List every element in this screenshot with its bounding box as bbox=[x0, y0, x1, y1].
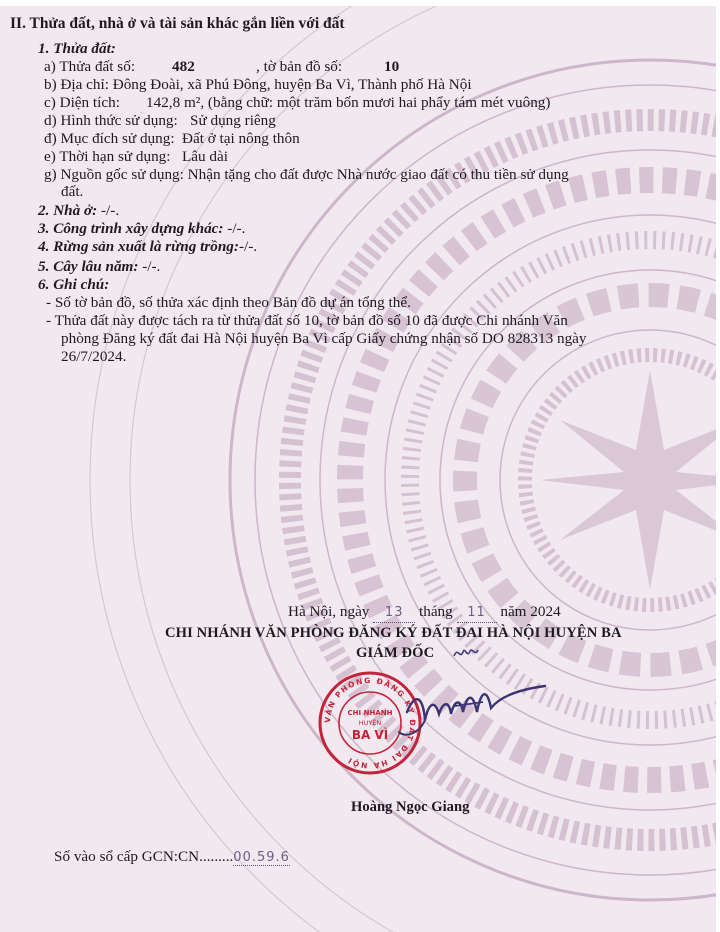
note-2-line-2: phòng Đăng ký đất đai Hà Nội huyện Ba Vì cấp Giấy chứng nhận số DO 828313 ngày bbox=[61, 330, 587, 347]
seal-line-1: CHI NHÁNH bbox=[347, 709, 393, 717]
land-heading: 1. Thửa đất: bbox=[38, 40, 116, 57]
trees-heading: 5. Cây lâu năm: bbox=[38, 258, 139, 275]
note-1: - Số tờ bản đồ, số thửa xác định theo Bản đồ dự án tổng thể. bbox=[46, 294, 411, 311]
initials-mark bbox=[452, 644, 480, 662]
construction-heading: 3. Công trình xây dựng khác: bbox=[38, 220, 224, 237]
construction-value: -/-. bbox=[227, 220, 246, 237]
director-signature bbox=[395, 672, 570, 742]
address: b) Địa chỉ: Đông Đoài, xã Phú Đông, huyện Ba Vì, Thành phố Hà Nội bbox=[44, 76, 472, 93]
origin-line-2: đất. bbox=[61, 183, 84, 200]
house-heading: 2. Nhà ở: bbox=[38, 202, 98, 219]
seal-line-2: HUYỆN bbox=[358, 719, 382, 727]
seal-ring-text: VĂN PHÒNG ĐĂNG KÝ ĐẤT ĐAI HÀ NỘI bbox=[322, 675, 418, 771]
use-form-label: d) Hình thức sử dụng: bbox=[44, 112, 178, 129]
issuing-agency: CHI NHÁNH VĂN PHÒNG ĐĂNG KÝ ĐẤT ĐAI HÀ NỘI HUYỆN BA bbox=[165, 625, 622, 641]
signer-name: Hoàng Ngọc Giang bbox=[351, 799, 470, 815]
date-day: 13 bbox=[373, 604, 415, 623]
use-form-value: Sử dụng riêng bbox=[190, 112, 276, 129]
forest-row bbox=[38, 238, 257, 256]
area-label: c) Diện tích: bbox=[44, 94, 120, 111]
notes-heading: 6. Ghi chú: bbox=[38, 276, 110, 293]
date-month: 11 bbox=[457, 604, 497, 623]
area-value: 142,8 m², (bằng chữ: một trăm bốn mươi hai phẩy tám mét vuông) bbox=[146, 94, 551, 111]
parcel-label: a) Thửa đất số: bbox=[44, 58, 136, 75]
registration-number bbox=[54, 848, 290, 867]
forest-heading: 4. Rừng sản xuất là rừng trồng: bbox=[38, 238, 239, 255]
note-2-line-3: 26/7/2024. bbox=[61, 348, 127, 365]
date-year: năm 2024 bbox=[500, 603, 561, 620]
parcel-number: 482 bbox=[172, 58, 195, 75]
origin-line-1: g) Nguồn gốc sử dụng: Nhận tặng cho đất được Nhà nước giao đất có thu tiền sử dụng bbox=[44, 166, 569, 183]
seal-line-3: BA VÌ bbox=[351, 728, 389, 742]
house-value: -/-. bbox=[101, 202, 120, 219]
registration-label: Số vào sổ cấp GCN:CN. bbox=[54, 848, 203, 865]
registration-dots: ........ bbox=[202, 848, 234, 865]
trees-value: -/-. bbox=[142, 258, 161, 275]
map-number: 10 bbox=[384, 58, 400, 75]
date-prefix: Hà Nội, ngày bbox=[288, 603, 370, 620]
date-month-label: tháng bbox=[419, 603, 453, 620]
construction-row bbox=[38, 220, 245, 238]
purpose-label: đ) Mục đích sử dụng: bbox=[44, 130, 175, 147]
section-title: II. Thửa đất, nhà ở và tài sản khác gắn liền với đất bbox=[10, 15, 345, 32]
term-label: e) Thời hạn sử dụng: bbox=[44, 148, 171, 165]
note-2-line-1: - Thửa đất này được tách ra từ thửa đất số 10, tờ bản đồ số 10 đã được Chi nhánh Văn bbox=[46, 312, 568, 329]
map-label: , tờ bản đồ số: bbox=[256, 58, 343, 75]
term-value: Lâu dài bbox=[182, 148, 228, 165]
purpose-value: Đất ở tại nông thôn bbox=[182, 130, 300, 147]
issue-date bbox=[288, 603, 561, 623]
forest-value: -/-. bbox=[238, 238, 258, 255]
trees-row bbox=[38, 258, 160, 276]
house-row bbox=[38, 202, 119, 220]
director-title: GIÁM ĐỐC bbox=[356, 645, 435, 661]
registration-value: 00.59.6 bbox=[233, 850, 290, 865]
